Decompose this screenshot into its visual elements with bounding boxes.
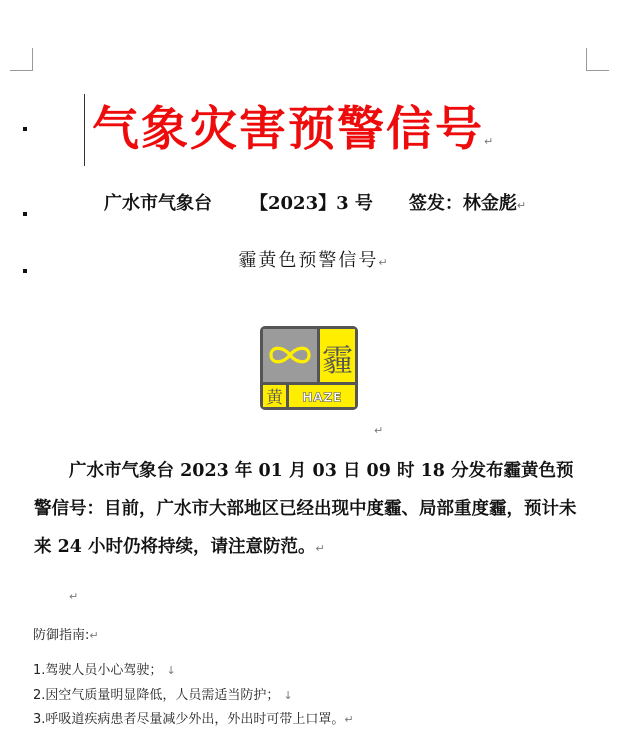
page-corner-top-left: [10, 48, 33, 71]
paragraph-mark: ↵: [89, 629, 99, 642]
guide-item-text: 1.驾驶人员小心驾驶；: [33, 663, 163, 678]
guide-item[interactable]: [33, 709, 354, 734]
icon-char-top: 霾: [322, 343, 353, 379]
icon-char-level: 黄: [266, 388, 283, 408]
paragraph-mark: ↵: [378, 256, 388, 269]
signal-name[interactable]: [0, 246, 626, 272]
guide-item[interactable]: [33, 660, 354, 685]
guide-list: [33, 660, 354, 734]
paragraph-mark: ↵: [69, 590, 79, 603]
guide-item-text: 3.呼吸道疾病患者尽量减少外出，外出时可带上口罩。: [33, 712, 345, 727]
paragraph-bullet: [23, 212, 27, 216]
paragraph-mark: ↵: [516, 199, 527, 212]
page-corner-top-right: [586, 48, 609, 71]
paragraph-mark: ↵: [374, 424, 384, 437]
document-title-text: 气象灾害预警信号: [92, 102, 484, 157]
issuer-name: 广水市气象台: [104, 193, 212, 214]
guide-item-text: 2.因空气质量明显降低，人员需适当防护；: [33, 687, 280, 703]
signer: 签发：林金彪: [408, 193, 517, 214]
paragraph-mark: ↵: [315, 542, 325, 555]
signal-name-text: 霾黄色预警信号: [238, 250, 379, 271]
guide-item[interactable]: [33, 685, 354, 710]
document-title[interactable]: [92, 92, 542, 159]
haze-yellow-signal-icon: [259, 325, 359, 411]
icon-label: HAZE: [302, 389, 342, 405]
warning-paragraph-text: 广水市气象台 2023 年 01 月 03 日 09 时 18 分发布霾黄色预警信号：目前，广水市大部地区已经出现中度霾、局部重度霾，预计未来 24 小时仍将持续，请注意防范。: [34, 461, 577, 557]
warning-paragraph[interactable]: [34, 452, 590, 568]
guide-title[interactable]: [33, 624, 99, 643]
paragraph-mark: ↵: [344, 713, 354, 726]
line-break-mark: ↓: [166, 664, 176, 677]
line-break-mark: ↓: [283, 688, 293, 702]
paragraph-bullet: [23, 127, 27, 131]
guide-title-text: 防御指南:: [33, 628, 90, 643]
text-cursor: [84, 94, 85, 166]
issuer-line[interactable]: [104, 189, 526, 215]
paragraph-mark: ↵: [484, 135, 494, 148]
document-number: 【2023】3 号: [250, 193, 373, 214]
